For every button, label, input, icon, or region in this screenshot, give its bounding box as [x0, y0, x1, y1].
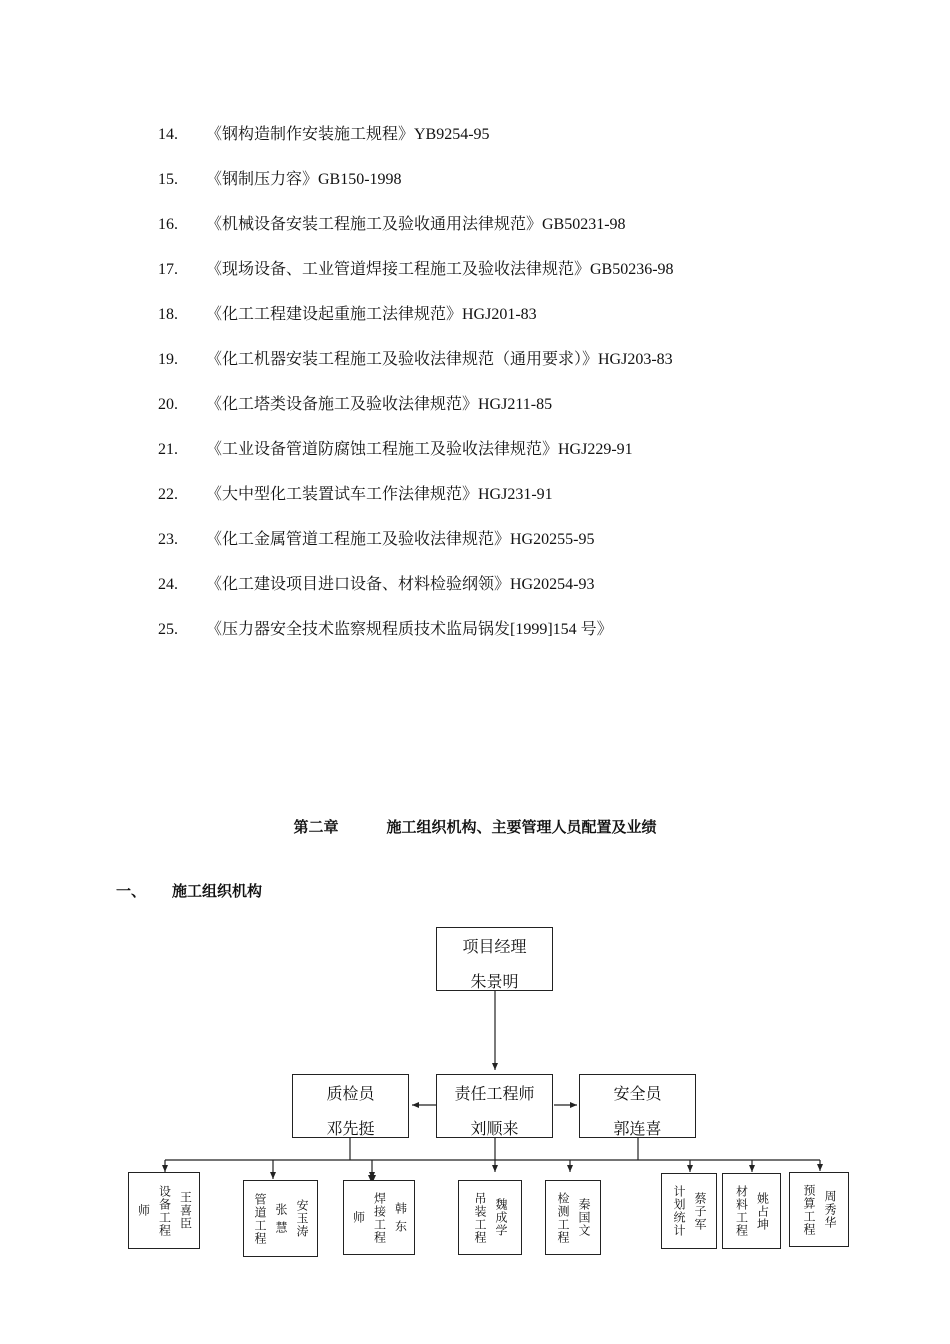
standard-item: 18. 《化工工程建设起重施工法律规范》HGJ201-83 — [158, 306, 537, 323]
person-name: 朱景明 — [470, 972, 519, 991]
team-box-piping — [243, 1180, 318, 1257]
project-manager-box — [436, 927, 553, 991]
team-text: 周秀华 — [823, 1190, 837, 1229]
chapter-number: 第二章 — [293, 818, 339, 836]
standard-item: 17. 《现场设备、工业管道焊接工程施工及验收法律规范》GB50236-98 — [158, 261, 674, 278]
team-text: 设备工程 — [157, 1184, 172, 1237]
team-text: 韩 东 — [393, 1202, 408, 1233]
role-label: 质检员 — [326, 1084, 375, 1103]
team-text: 计划统计 — [672, 1185, 686, 1237]
standard-item: 20. 《化工塔类设备施工及验收法律规范》HGJ211-85 — [158, 396, 553, 413]
team-text: 王喜臣 — [178, 1191, 193, 1230]
team-text: 师 — [351, 1211, 366, 1224]
quality-inspector-box — [292, 1074, 409, 1138]
section-title: 施工组织机构 — [172, 882, 263, 900]
safety-officer-box — [579, 1074, 696, 1138]
team-box-materials — [722, 1173, 781, 1249]
team-text: 吊装工程 — [473, 1191, 487, 1244]
team-text: 预算工程 — [802, 1183, 816, 1236]
team-text: 姚占坤 — [755, 1191, 770, 1231]
responsible-engineer-box — [436, 1074, 553, 1138]
team-box-budget — [789, 1172, 849, 1247]
team-text: 材料工程 — [734, 1185, 749, 1237]
standard-item: 21. 《工业设备管道防腐蚀工程施工及验收法律规范》HGJ229-91 — [158, 441, 633, 458]
team-text: 张 慧 — [274, 1203, 288, 1234]
team-text: 检测工程 — [556, 1191, 570, 1244]
standard-item: 15. 《钢制压力容》GB150-1998 — [158, 171, 402, 188]
standard-item: 14. 《钢构造制作安装施工规程》YB9254-95 — [158, 126, 490, 143]
team-text: 魏成学 — [494, 1198, 508, 1237]
role-label: 安全员 — [613, 1084, 662, 1103]
standard-item: 25. 《压力器安全技术监察规程质技术监局锅发[1999]154 号》 — [158, 621, 613, 638]
team-box-lifting — [458, 1180, 522, 1255]
team-text: 秦国文 — [577, 1198, 591, 1237]
team-text: 师 — [136, 1204, 151, 1217]
standard-item: 16. 《机械设备安装工程施工及验收通用法律规范》GB50231-98 — [158, 216, 626, 233]
role-label: 项目经理 — [462, 937, 527, 956]
standard-item: 23. 《化工金属管道工程施工及验收法律规范》HG20255-95 — [158, 531, 595, 548]
team-text: 安玉涛 — [295, 1199, 309, 1238]
standard-item: 24. 《化工建设项目进口设备、材料检验纲领》HG20254-93 — [158, 576, 595, 593]
team-text: 蔡子军 — [693, 1191, 707, 1231]
section-number: 一、 — [116, 882, 147, 900]
team-text: 焊接工程 — [372, 1191, 387, 1244]
role-label: 责任工程师 — [454, 1084, 535, 1103]
team-box-equipment — [128, 1172, 200, 1249]
team-text: 管道工程 — [253, 1192, 267, 1245]
standard-item: 22. 《大中型化工装置试车工作法律规范》HGJ231-91 — [158, 486, 553, 503]
chapter-title: 施工组织机构、主要管理人员配置及业绩 — [386, 818, 657, 836]
person-name: 郭连喜 — [613, 1119, 662, 1138]
standard-item: 19. 《化工机器安装工程施工及验收法律规范（通用要求）》HGJ203-83 — [158, 351, 673, 368]
person-name: 刘顺来 — [470, 1119, 519, 1138]
team-box-welding — [343, 1180, 415, 1255]
person-name: 邓先挺 — [326, 1119, 375, 1138]
team-box-planning — [661, 1173, 717, 1249]
team-box-testing — [545, 1180, 601, 1255]
